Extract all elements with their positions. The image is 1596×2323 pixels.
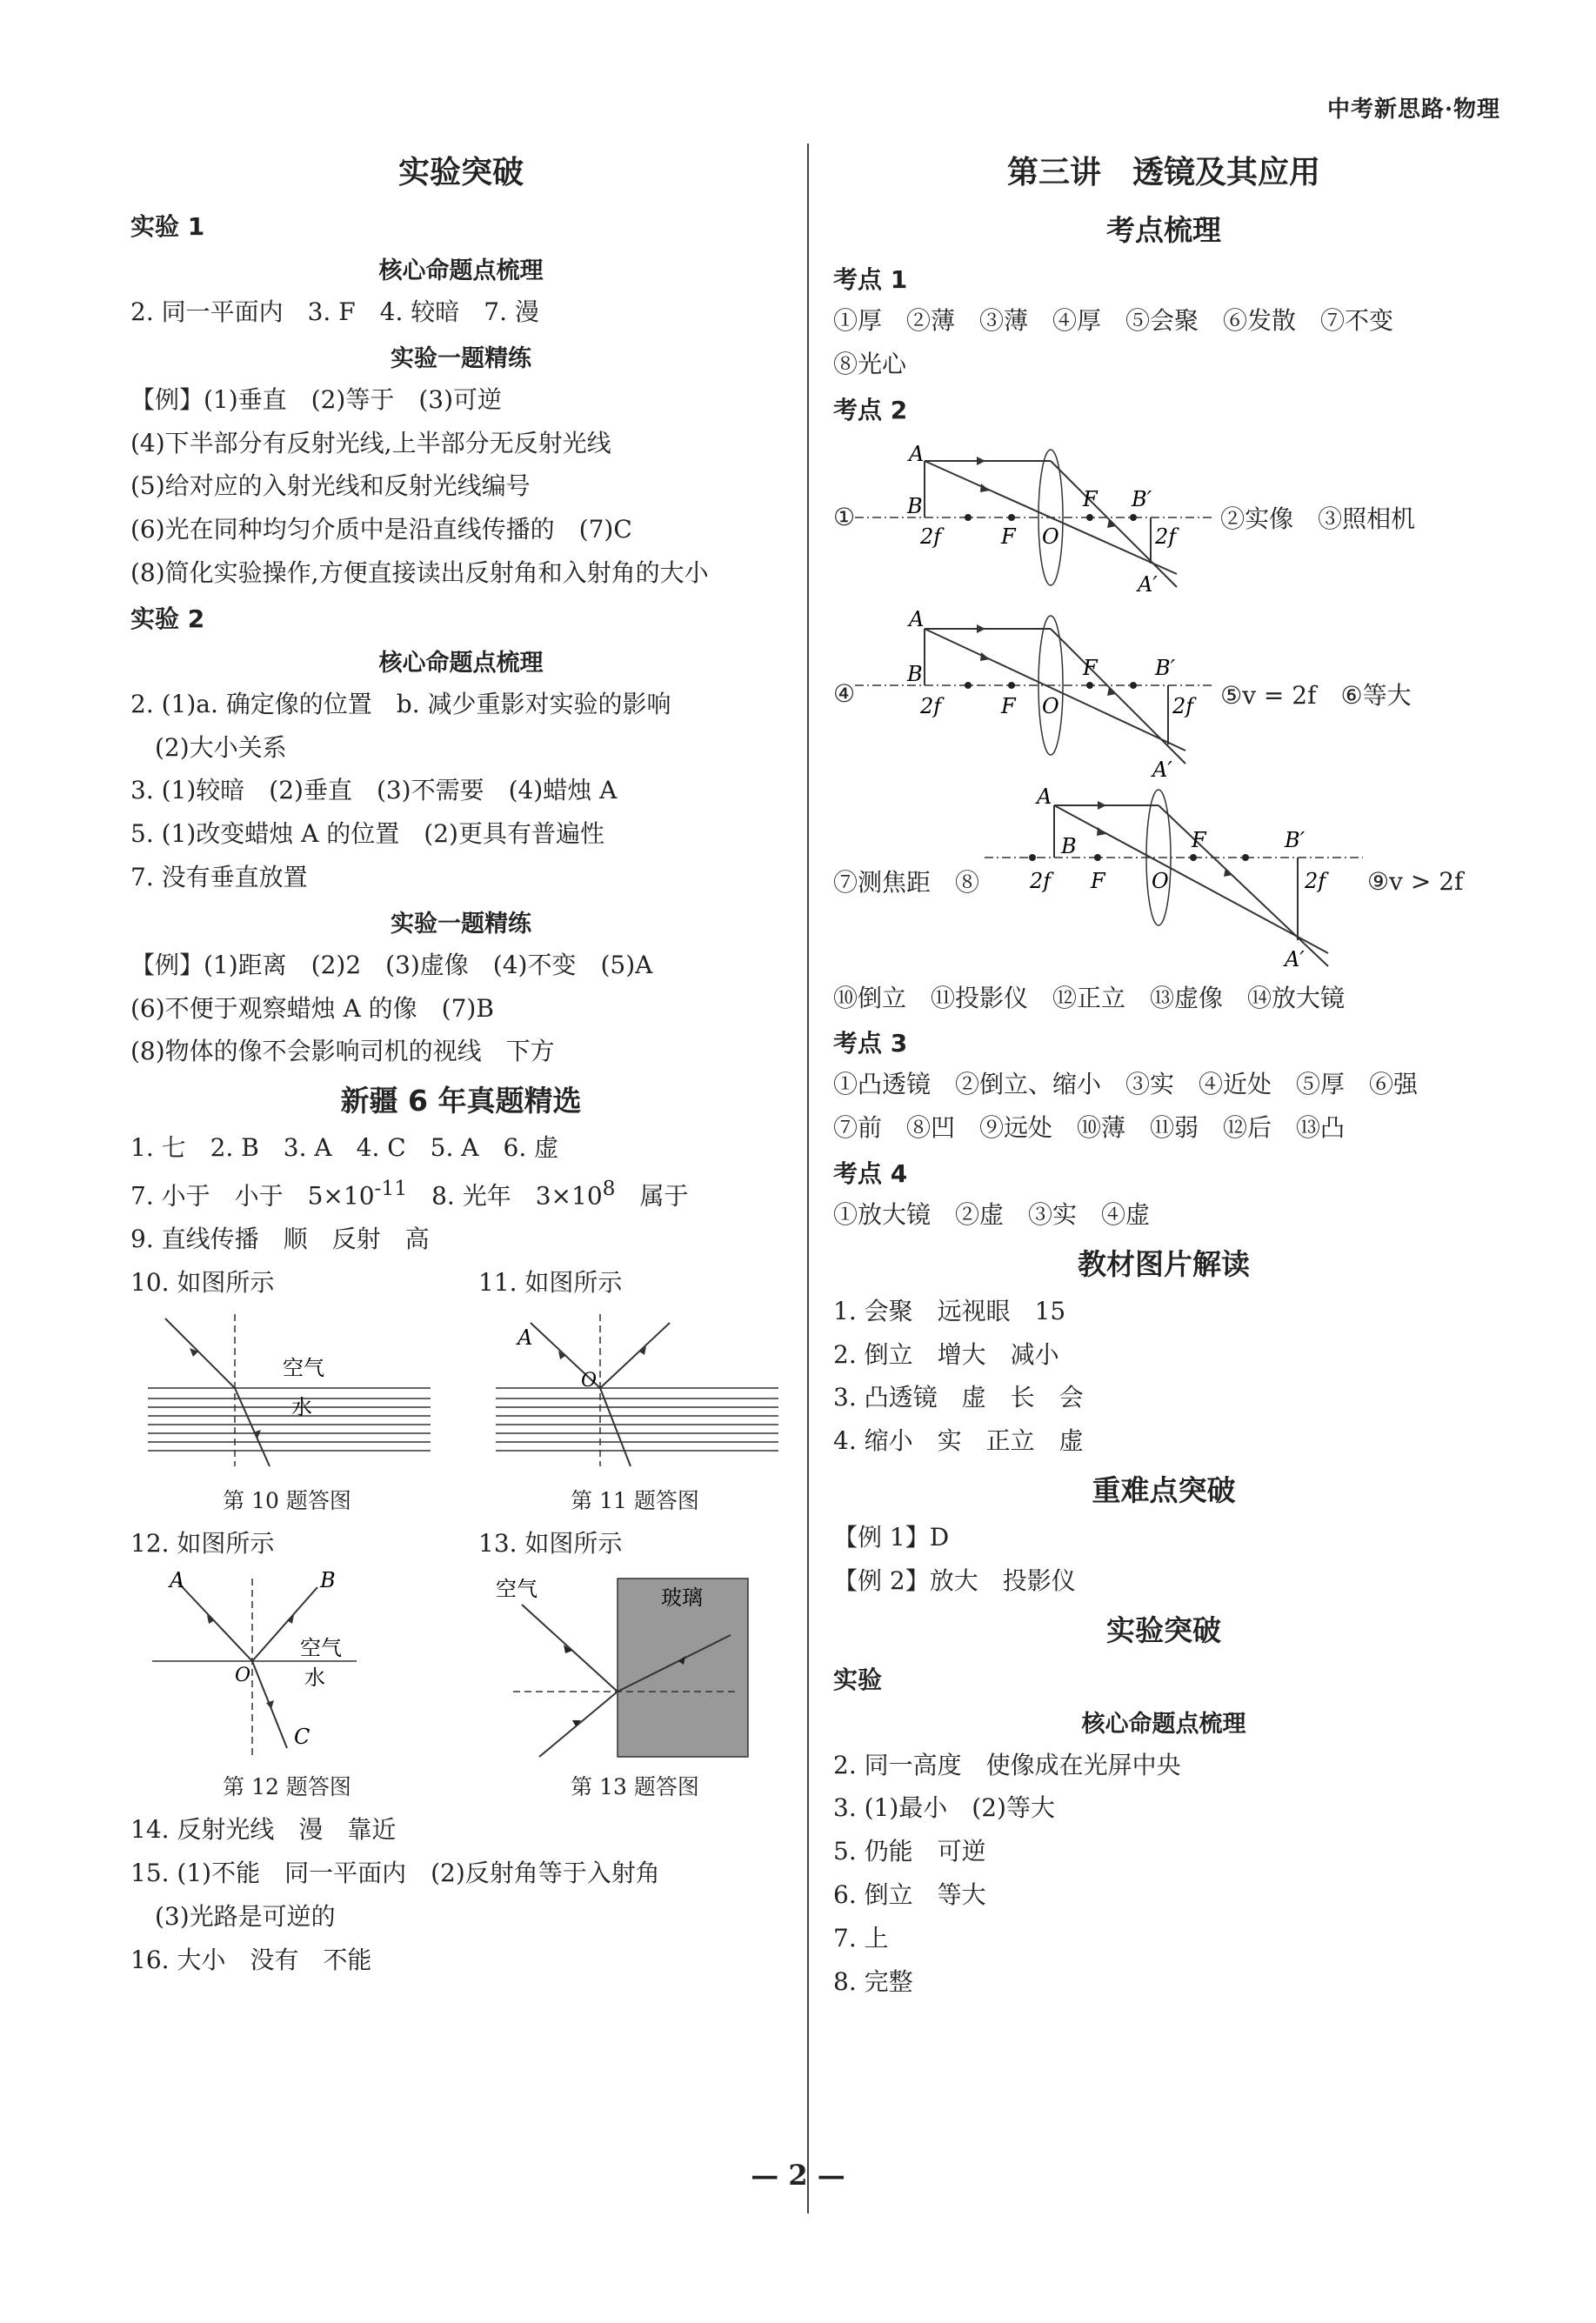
k1-line2: ⑧光心 xyxy=(833,349,907,378)
lens3-B: B xyxy=(1061,833,1077,858)
exp2-line6: 【例】(1)距离 (2)2 (3)虚像 (4)不变 (5)A xyxy=(130,950,653,979)
k3-line2: ⑦前 ⑧凹 ⑨远处 ⑩薄 ⑪弱 ⑫后 ⑬凸 xyxy=(833,1113,1346,1143)
lens-row-2 xyxy=(833,607,1494,781)
xj-line2-a: 7. 小于 小于 5×10 xyxy=(130,1181,375,1211)
fig13-diagram xyxy=(478,1570,791,1761)
exp2-sub2: 实验一题精练 xyxy=(391,910,531,938)
fig-13 xyxy=(478,1527,791,1802)
fig10-air-label: 空气 xyxy=(283,1355,324,1380)
lens3-Aprime: A′ xyxy=(1285,946,1305,971)
q12-label: 12. 如图所示 xyxy=(130,1528,275,1558)
exp2-line5: 7. 没有垂直放置 xyxy=(130,862,308,891)
zn-title: 重难点突破 xyxy=(1092,1472,1236,1507)
jc-line4: 4. 缩小 实 正立 虚 xyxy=(833,1426,1084,1456)
sy-title: 实验突破 xyxy=(1106,1612,1221,1647)
lens3-Bprime: B′ xyxy=(1285,827,1306,852)
page-number: — 2 — xyxy=(751,2159,845,2192)
kd-title: 考点梳理 xyxy=(1106,213,1221,247)
exp2-line4: 5. (1)改变蜡烛 A 的位置 (2)更具有普遍性 xyxy=(130,819,604,849)
k3-line1: ①凸透镜 ②倒立、缩小 ③实 ④近处 ⑤厚 ⑥强 xyxy=(833,1070,1419,1099)
lens1-F-right: F xyxy=(1083,486,1098,511)
lens1-Aprime: A′ xyxy=(1138,571,1158,597)
exp2-line7: (6)不便于观察蜡烛 A 的像 (7)B xyxy=(130,993,494,1023)
jc-line1: 1. 会聚 远视眼 15 xyxy=(833,1296,1066,1325)
fig12-C-label: C xyxy=(294,1725,311,1750)
xj-line1: 1. 七 2. B 3. A 4. C 5. A 6. 虚 xyxy=(130,1133,559,1163)
k1-line1: ①厚 ②薄 ③薄 ④厚 ⑤会聚 ⑥发散 ⑦不变 xyxy=(833,306,1394,335)
section-title-experiment: 实验突破 xyxy=(397,155,524,190)
lens1-Bprime: B′ xyxy=(1132,486,1152,511)
right-column xyxy=(833,139,1494,2008)
lens3-O: O xyxy=(1152,868,1169,893)
lens2-Aprime: A′ xyxy=(1152,757,1172,781)
exp1-line2: 【例】(1)垂直 (2)等于 (3)可逆 xyxy=(130,384,502,414)
column-divider xyxy=(807,144,809,2213)
xj-line2-c: 属于 xyxy=(615,1181,689,1211)
xj-line14: 14. 反射光线 漫 靠近 xyxy=(130,1815,397,1845)
cap12: 第 12 题答图 xyxy=(223,1774,351,1800)
jc-line2: 2. 倒立 增大 减小 xyxy=(833,1339,1059,1369)
fig-10 xyxy=(130,1266,444,1515)
lens3-F-right: F xyxy=(1192,827,1206,852)
sy-line4: 6. 倒立 等大 xyxy=(833,1879,986,1909)
zn-line1: 【例 1】D xyxy=(833,1522,950,1552)
sy-line1: 2. 同一高度 使像成在光屏中央 xyxy=(833,1750,1181,1779)
exp1-line5: (6)光在同种均匀介质中是沿直线传播的 (7)C xyxy=(130,515,632,544)
lens3-A: A xyxy=(1037,787,1052,809)
exp1-sub1: 核心命题点梳理 xyxy=(378,257,544,284)
k2-label: 考点 2 xyxy=(833,395,908,424)
xj-line15: 15. (1)不能 同一平面内 (2)反射角等于入射角 xyxy=(130,1859,660,1888)
lens2-A: A xyxy=(909,606,925,631)
fig10-water-label: 水 xyxy=(291,1394,312,1419)
chapter-title: 第三讲 透镜及其应用 xyxy=(1006,155,1320,190)
lens3-prefix: ⑦测焦距 ⑧ xyxy=(833,868,980,898)
exp2-line2: (2)大小关系 xyxy=(155,732,287,762)
lens3-2f-left: 2f xyxy=(1030,868,1052,893)
fig12-water-label: 水 xyxy=(304,1665,325,1691)
fig12-diagram xyxy=(130,1570,444,1761)
k1-label: 考点 1 xyxy=(833,265,908,294)
fig13-air-label: 空气 xyxy=(496,1577,538,1602)
exp1-line3: (4)下半部分有反射光线,上半部分无反射光线 xyxy=(130,428,611,457)
lens1-B: B xyxy=(907,493,923,518)
xj-line3: 9. 直线传播 顺 反射 高 xyxy=(130,1225,430,1254)
fig-row-10-11 xyxy=(130,1266,791,1515)
left-column xyxy=(130,139,791,1987)
xj-line2 xyxy=(130,1175,791,1212)
sy-sub: 核心命题点梳理 xyxy=(1081,1710,1246,1738)
fig-12 xyxy=(130,1527,444,1802)
exp1-label: 实验 1 xyxy=(130,212,205,241)
xj-line2-b: 8. 光年 3×10 xyxy=(407,1181,603,1211)
lens2-F-left: F xyxy=(1001,693,1016,718)
lens1-2f-right: 2f xyxy=(1155,524,1177,549)
sy-line6: 8. 完整 xyxy=(833,1966,913,1996)
fig11-O-label: O xyxy=(581,1369,598,1392)
fig12-B-label: B xyxy=(320,1570,336,1593)
k4-line1: ①放大镜 ②虚 ③实 ④虚 xyxy=(833,1199,1151,1229)
fig13-glass-label: 玻璃 xyxy=(661,1585,703,1611)
fig10-diagram xyxy=(130,1310,444,1475)
q10-label: 10. 如图所示 xyxy=(130,1267,275,1297)
sy-line3: 5. 仍能 可逆 xyxy=(833,1837,986,1866)
exp2-sub1: 核心命题点梳理 xyxy=(378,649,544,677)
jc-title: 教材图片解读 xyxy=(1078,1246,1250,1281)
q13-label: 13. 如图所示 xyxy=(478,1528,623,1558)
fig11-A-label: A xyxy=(518,1325,533,1350)
k4-label: 考点 4 xyxy=(833,1158,908,1188)
fig11-diagram xyxy=(478,1310,791,1475)
book-title: 中考新思路·物理 xyxy=(1326,97,1500,123)
fig-11 xyxy=(478,1266,791,1515)
lens3-F-left: F xyxy=(1091,868,1105,893)
lens1-A: A xyxy=(909,441,925,466)
lens3-diagram xyxy=(985,788,1367,975)
lens2-B: B xyxy=(907,661,923,686)
cap10: 第 10 题答图 xyxy=(223,1487,351,1513)
fig12-air-label: 空气 xyxy=(300,1636,342,1661)
sy-line5: 7. 上 xyxy=(833,1923,889,1953)
xj-line2-exp: -11 xyxy=(374,1175,408,1200)
lens1-answers: ②实像 ③照相机 xyxy=(1220,504,1416,533)
xinjiang-title: 新疆 6 年真题精选 xyxy=(340,1084,582,1118)
k2-line: ⑩倒立 ⑪投影仪 ⑫正立 ⑬虚像 ⑭放大镜 xyxy=(833,983,1346,1012)
lens2-answers: ⑤v = 2f ⑥等大 xyxy=(1220,680,1412,710)
exp1-line1: 2. 同一平面内 3. F 4. 较暗 7. 漫 xyxy=(130,297,539,326)
lens2-Bprime: B′ xyxy=(1155,655,1176,680)
lens1-2f-left: 2f xyxy=(920,524,942,549)
lens2-2f-right: 2f xyxy=(1172,693,1194,718)
q11-label: 11. 如图所示 xyxy=(478,1267,623,1297)
sy-label: 实验 xyxy=(833,1665,883,1694)
exp2-line1: 2. (1)a. 确定像的位置 b. 减少重影对实验的影响 xyxy=(130,689,671,718)
lens1-num: ① xyxy=(833,503,856,532)
lens2-num: ④ xyxy=(833,679,856,709)
k3-label: 考点 3 xyxy=(833,1029,908,1058)
exp2-label: 实验 2 xyxy=(130,604,205,633)
lens2-F-right: F xyxy=(1083,655,1098,680)
exp1-line6: (8)简化实验操作,方便直接读出反射角和入射角的大小 xyxy=(130,557,709,587)
zn-line2: 【例 2】放大 投影仪 xyxy=(833,1565,1076,1595)
fig12-O-label: O xyxy=(235,1665,251,1687)
lens3-answers: ⑨v > 2f xyxy=(1367,866,1464,896)
lens3-2f-right: 2f xyxy=(1305,868,1326,893)
fig-row-12-13 xyxy=(130,1527,791,1802)
exp2-line3: 3. (1)较暗 (2)垂直 (3)不需要 (4)蜡烛 A xyxy=(130,776,618,805)
lens2-2f-left: 2f xyxy=(920,693,942,718)
jc-line3: 3. 凸透镜 虚 长 会 xyxy=(833,1383,1084,1412)
fig12-A-label: A xyxy=(170,1570,185,1593)
exp1-sub2: 实验一题精练 xyxy=(391,344,531,372)
cap11: 第 11 题答图 xyxy=(571,1487,699,1513)
exp1-line4: (5)给对应的入射光线和反射光线编号 xyxy=(130,471,531,501)
lens-row-3 xyxy=(833,788,1494,975)
xj-line2-exp2: 8 xyxy=(602,1175,616,1200)
xj-line15b: (3)光路是可逆的 xyxy=(155,1902,336,1932)
lens1-diagram xyxy=(855,435,1220,600)
sy-line2: 3. (1)最小 (2)等大 xyxy=(833,1793,1055,1823)
lens1-F-left: F xyxy=(1001,524,1016,549)
lens1-O: O xyxy=(1042,524,1059,549)
xj-line16: 16. 大小 没有 不能 xyxy=(130,1945,372,1974)
cap13: 第 13 题答图 xyxy=(571,1774,699,1800)
lens2-O: O xyxy=(1042,693,1059,718)
lens2-diagram xyxy=(855,607,1220,781)
lens-row-1 xyxy=(833,435,1494,600)
exp2-line8: (8)物体的像不会影响司机的视线 下方 xyxy=(130,1037,555,1066)
